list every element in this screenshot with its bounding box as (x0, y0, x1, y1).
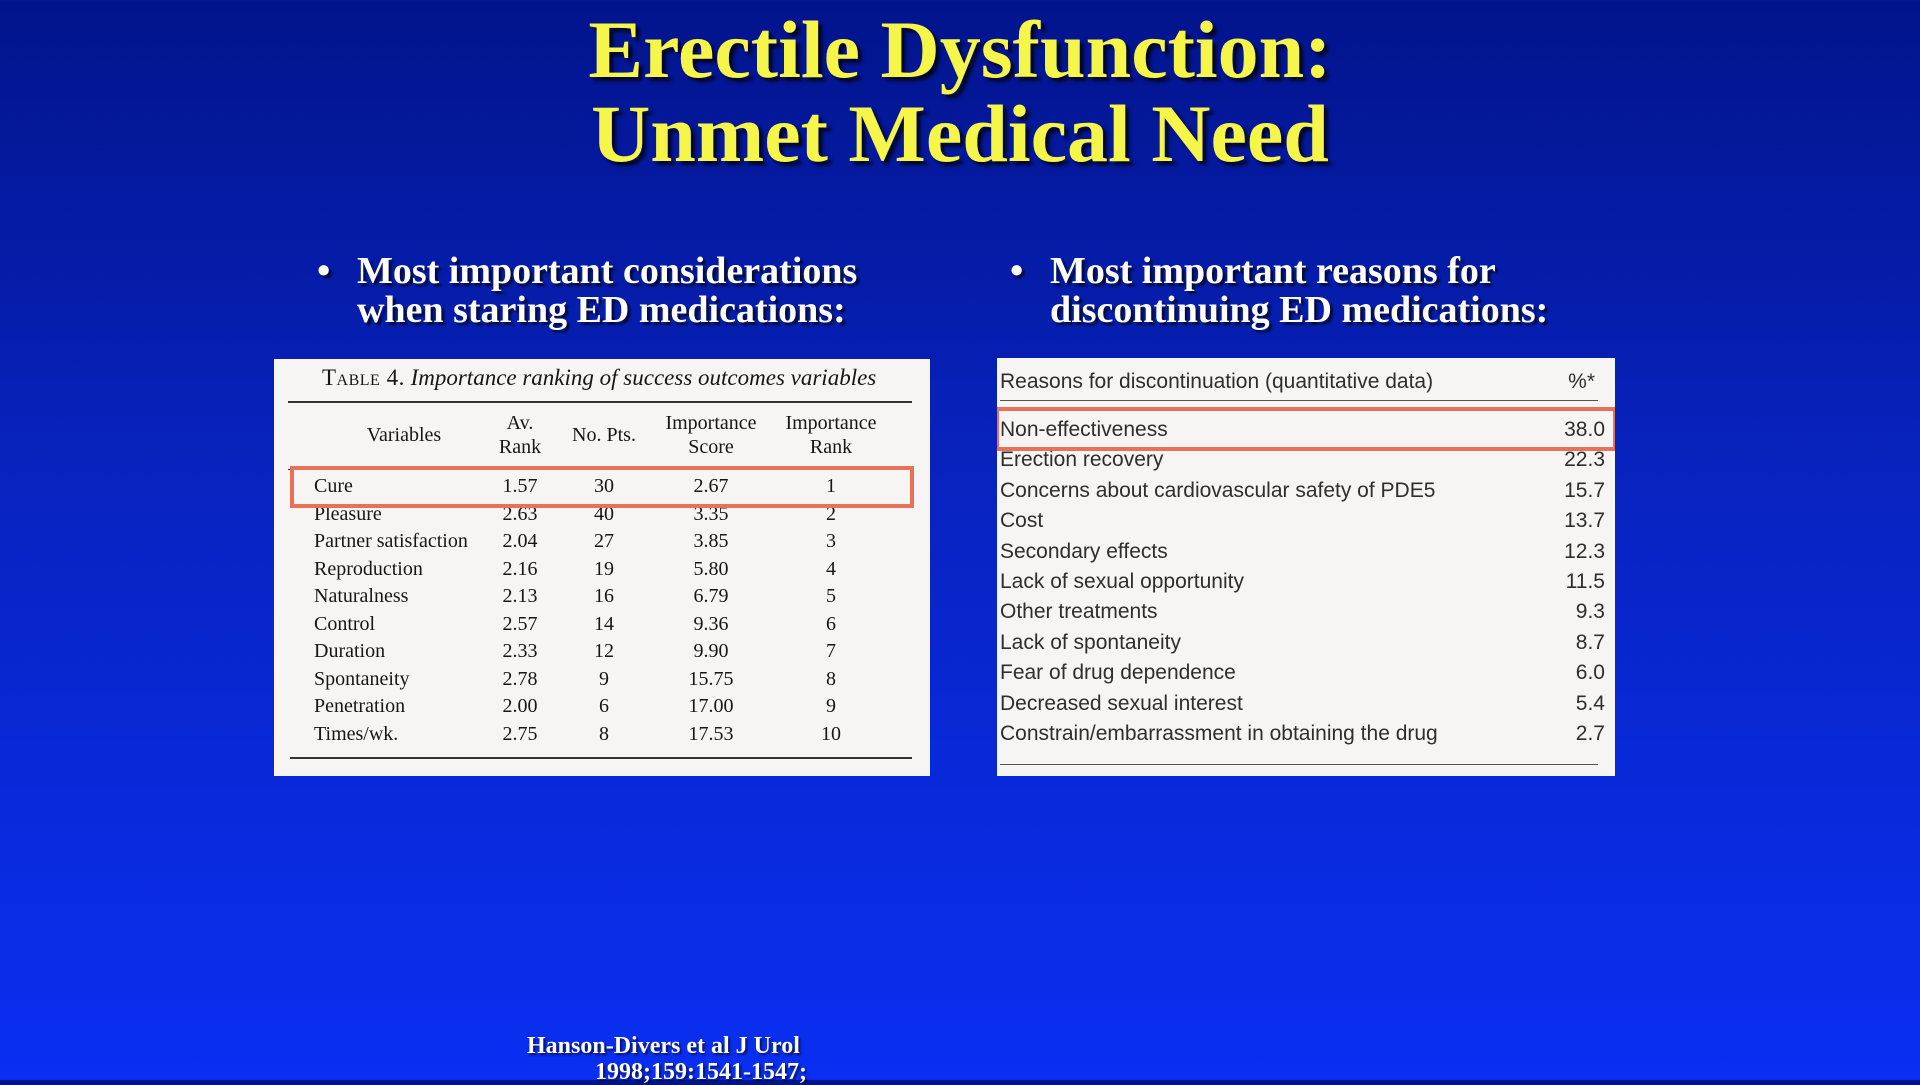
header-importance-score (656, 411, 766, 459)
table-caption-text: Importance ranking of success outcomes variables (410, 365, 877, 390)
bullet-dot-icon: • (1010, 250, 1024, 292)
table-row (274, 530, 930, 557)
cell-variable: Pleasure (314, 502, 382, 525)
reason-percent: 15.7 (1564, 478, 1605, 502)
header-importance-rank-line-1: Importance (785, 412, 877, 434)
table-row (997, 479, 1615, 509)
bullet-dot-icon: • (317, 250, 331, 292)
importance-ranking-table (274, 359, 930, 776)
cell-variable: Penetration (314, 695, 406, 717)
cell-av-rank: 2.16 (502, 557, 538, 580)
header-reasons: Reasons for discontinuation (quantitative data) (1000, 370, 1434, 393)
table-caption (322, 365, 876, 391)
reason-percent: 22.3 (1564, 448, 1605, 472)
highlight-box (997, 407, 1615, 451)
reason-percent: 9.3 (1575, 600, 1605, 624)
table-row (274, 668, 930, 695)
reason-percent: 12.3 (1564, 539, 1605, 563)
cell-av-rank: 2.00 (502, 695, 538, 717)
reason-label: Erection recovery (1000, 448, 1164, 472)
cell-av-rank: 2.57 (502, 612, 538, 635)
cell-rank: 5 (826, 585, 836, 607)
cell-score: 17.53 (688, 722, 734, 745)
table-caption-number: Table 4. (322, 365, 405, 390)
table-row (997, 600, 1615, 630)
cell-variable: Partner satisfaction (314, 530, 468, 552)
cell-no-pts: 8 (599, 722, 609, 745)
cell-variable: Control (314, 612, 376, 635)
cell-score: 9.36 (693, 612, 729, 635)
table-row (997, 692, 1615, 722)
reason-label: Lack of sexual opportunity (1000, 570, 1244, 593)
header-av-rank-line-2: Rank (498, 436, 542, 458)
table-row (997, 661, 1615, 691)
reason-percent: 5.4 (1575, 691, 1605, 715)
reason-label: Constrain/embarrassment in obtaining the drug (1000, 722, 1438, 745)
cell-no-pts: 30 (594, 475, 614, 497)
cell-av-rank: 2.33 (502, 640, 538, 662)
cell-av-rank: 2.78 (502, 667, 538, 690)
reason-label: Secondary effects (1000, 539, 1168, 563)
reason-label: Decreased sexual interest (1000, 691, 1243, 715)
cell-av-rank: 2.63 (502, 502, 538, 525)
cell-rank: 8 (826, 667, 836, 690)
reason-percent: 2.7 (1575, 722, 1605, 745)
table-top-rule (288, 401, 912, 403)
bullet-left (317, 250, 977, 331)
header-no-pts: No. Pts. (572, 424, 636, 446)
cell-score: 3.85 (693, 530, 729, 552)
cell-av-rank: 2.13 (502, 585, 538, 607)
table-row (274, 640, 930, 667)
citation-line-1: Hanson-Divers et al J Urol (527, 1033, 800, 1059)
table-bottom-rule (290, 757, 912, 759)
bullet-right (1010, 250, 1730, 331)
header-av-rank (490, 411, 550, 459)
cell-score: 15.75 (688, 667, 734, 690)
cell-rank: 2 (826, 502, 836, 525)
cell-rank: 1 (826, 475, 836, 497)
table-header-rule (1000, 400, 1598, 401)
discontinuation-reasons-table (997, 358, 1615, 776)
header-av-rank-line-1: Av. (506, 412, 534, 434)
bullet-left-line-1: Most important considerations (357, 250, 858, 292)
cell-rank: 4 (826, 557, 836, 580)
reason-label: Cost (1000, 509, 1044, 533)
citation (527, 1033, 807, 1085)
bullet-right-line-2: discontinuing ED medications: (1050, 289, 1549, 331)
table-row (274, 558, 930, 585)
reason-label: Other treatments (1000, 600, 1158, 624)
reason-percent: 11.5 (1565, 570, 1605, 593)
reason-percent: 38.0 (1564, 418, 1605, 441)
table-bottom-rule (1000, 764, 1598, 765)
cell-variable: Cure (314, 475, 353, 497)
cell-variable: Naturalness (314, 585, 409, 607)
cell-score: 5.80 (693, 557, 729, 580)
table-row (274, 585, 930, 612)
cell-av-rank: 1.57 (502, 475, 538, 497)
cell-av-rank: 2.75 (502, 722, 538, 745)
reason-label: Lack of spontaneity (1000, 630, 1181, 654)
title-line-2: Unmet Medical Need (591, 88, 1329, 179)
header-percent: %* (1568, 370, 1595, 393)
cell-rank: 3 (826, 530, 836, 552)
table-row (997, 631, 1615, 661)
cell-variable: Reproduction (314, 557, 423, 580)
reason-label: Non-effectiveness (1000, 418, 1168, 441)
cell-variable: Duration (314, 640, 386, 662)
table-row (274, 613, 930, 640)
cell-score: 3.35 (693, 502, 729, 525)
header-importance-score-line-2: Score (688, 436, 734, 458)
bullet-right-line-1: Most important reasons for (1050, 250, 1496, 292)
reason-percent: 8.7 (1575, 630, 1605, 654)
table-row (274, 695, 930, 722)
reason-percent: 6.0 (1575, 661, 1605, 685)
cell-rank: 6 (826, 612, 836, 635)
cell-variable: Spontaneity (314, 667, 410, 690)
table-row (997, 448, 1615, 478)
bullet-left-line-2: when staring ED medications: (357, 289, 846, 331)
title-line-1: Erectile Dysfunction: (588, 4, 1332, 95)
cell-rank: 9 (826, 695, 836, 717)
table-row (274, 723, 930, 750)
citation-line-2: 1998;159:1541-1547; (595, 1059, 807, 1085)
cell-rank: 7 (826, 640, 836, 662)
header-variables: Variables (366, 424, 442, 446)
cell-no-pts: 16 (594, 585, 614, 607)
cell-av-rank: 2.04 (502, 530, 538, 552)
cell-no-pts: 27 (594, 530, 614, 552)
cell-no-pts: 14 (594, 612, 614, 635)
reason-percent: 13.7 (1564, 509, 1605, 533)
table-row (997, 509, 1615, 539)
cell-variable: Times/wk. (314, 722, 399, 745)
highlight-box (290, 466, 914, 508)
slide-title (0, 4, 1920, 179)
header-importance-rank-line-2: Rank (809, 436, 853, 458)
header-importance-rank (776, 411, 886, 459)
header-importance-score-line-1: Importance (665, 412, 757, 434)
cell-score: 17.00 (688, 695, 734, 717)
cell-no-pts: 40 (594, 502, 614, 525)
table-row (997, 540, 1615, 570)
cell-no-pts: 19 (594, 557, 614, 580)
cell-rank: 10 (821, 722, 841, 745)
cell-no-pts: 12 (594, 640, 614, 662)
table-row (997, 570, 1615, 600)
table-row (997, 722, 1615, 752)
cell-score: 9.90 (693, 640, 729, 662)
reason-label: Fear of drug dependence (1000, 661, 1236, 685)
cell-score: 2.67 (693, 475, 729, 497)
cell-no-pts: 6 (599, 695, 609, 717)
cell-score: 6.79 (693, 585, 729, 607)
cell-no-pts: 9 (599, 667, 609, 690)
reason-label: Concerns about cardiovascular safety of PDE5 (1000, 478, 1436, 502)
